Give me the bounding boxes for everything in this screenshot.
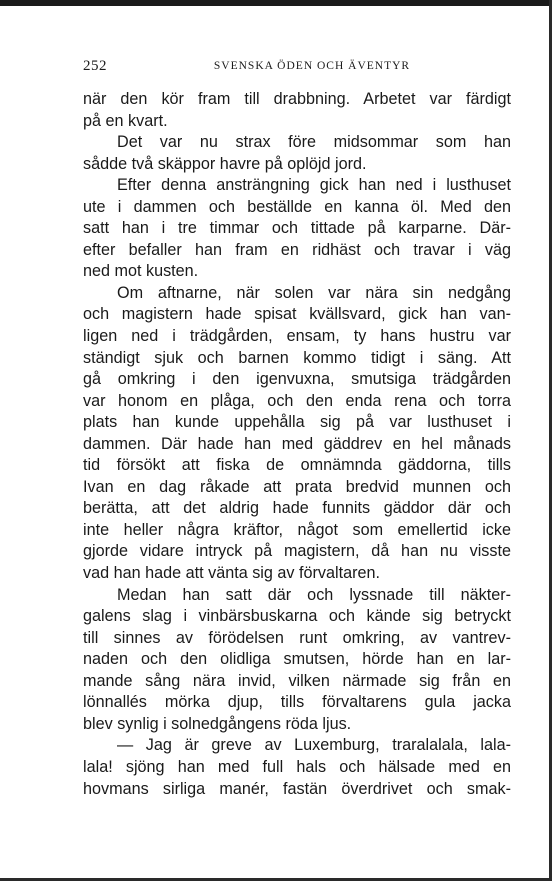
text-line: ned mot kusten.: [83, 262, 199, 281]
body-text: [83, 89, 511, 800]
text-line: ständigt sjuk och barnen kommo tidigt i säng. Att: [83, 348, 511, 367]
page-number: 252: [83, 58, 107, 74]
text-line: ute i dammen och beställde en kanna öl. Med den: [83, 197, 511, 216]
page-header: [83, 58, 511, 80]
text-line: inte heller några kräftor, något som emellertid icke: [83, 520, 511, 539]
text-line: sådde två skäppor havre på oplöjd jord.: [83, 154, 367, 173]
text-line: gå omkring i den igenvuxna, smutsiga trädgården: [83, 370, 511, 389]
text-line: lala! sjöng han med full hals och hälsade med en: [83, 757, 511, 776]
text-line: berätta, att det aldrig hade funnits gäddor där och: [83, 499, 511, 518]
text-line: och magistern hade spisat kvällsvard, gick han van-: [83, 305, 511, 324]
text-line: plats han kunde uppehålla sig på var lusthuset i: [83, 413, 511, 432]
text-line: dammen. Där hade han med gäddrev en hel månads: [83, 434, 511, 453]
text-line: naden och den olidliga smutsen, hörde han en lar-: [83, 650, 511, 669]
text-line: på en kvart.: [83, 111, 168, 130]
text-line: galens slag i vinbärsbuskarna och kände sig betryckt: [83, 607, 511, 626]
text-line: efter befaller han fram en ridhäst och travar i väg: [83, 240, 511, 259]
text-line: mande sång nära invid, vilken närmade sig från en: [83, 671, 511, 690]
text-line: blev synlig i solnedgångens röda ljus.: [83, 714, 352, 733]
text-line: Det var nu strax före midsommar som han: [117, 133, 511, 152]
text-line: — Jag är greve av Luxemburg, traralalala, lala-: [117, 736, 511, 755]
text-line: var honom en plåga, och den enda rena och torra: [83, 391, 511, 410]
text-line: Medan han satt där och lyssnade till näkter-: [117, 585, 511, 604]
text-line: Efter denna ansträngning gick han ned i lusthuset: [117, 176, 511, 195]
text-line: Om aftnarne, när solen var nära sin nedgång: [117, 283, 511, 302]
text-line: hovmans sirliga manér, fastän överdrivet och smak-: [83, 779, 511, 798]
text-line: till sinnes av förödelsen runt omkring, av vantrev-: [83, 628, 511, 647]
text-line: satt han i tre timmar och tittade på karparne. Där-: [83, 219, 511, 238]
text-line: ligen ned i trädgården, ensam, ty hans hustru var: [83, 327, 511, 346]
text-line: Ivan en dag råkade att prata bredvid munnen och: [83, 477, 511, 496]
page-edge-top: [0, 0, 552, 6]
text-line: vad han hade att vänta sig av förvaltaren.: [83, 564, 380, 583]
text-line: gjorde vidare intryck på magistern, då han nu visste: [83, 542, 511, 561]
text-line: när den kör fram till drabbning. Arbetet var färdigt: [83, 90, 511, 108]
running-title: SVENSKA ÖDEN OCH ÄVENTYR: [213, 60, 411, 72]
text-line: tid försökt att fiska de omnämnda gäddorna, tills: [83, 456, 511, 475]
text-line: lönnallés mörka djup, tills förvaltarens gula jacka: [83, 693, 511, 712]
